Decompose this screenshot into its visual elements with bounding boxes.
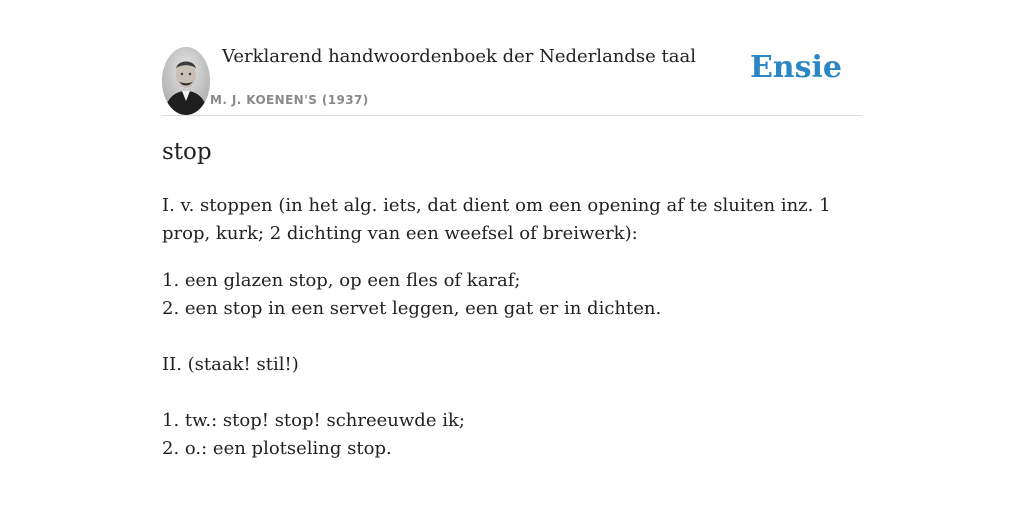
- ensie-logo-link[interactable]: Ensie: [749, 50, 842, 85]
- list-item: 1. tw.: stop! stop! schreeuwde ik;: [162, 410, 465, 431]
- page: [162, 0, 862, 459]
- dictionary-title[interactable]: Verklarend handwoordenboek der Nederlandse taal: [222, 46, 696, 67]
- entry-body: [162, 192, 862, 463]
- entry-second-sense: II. (staak! stil!): [162, 354, 299, 375]
- author-portrait-icon: [162, 47, 210, 115]
- list-item: 2. o.: een plotseling stop.: [162, 438, 392, 459]
- list-item: 2. een stop in een servet leggen, een gat er in dichten.: [162, 298, 662, 319]
- list-item: 1. een glazen stop, op een fles of karaf;: [162, 270, 521, 291]
- header: [162, 0, 862, 116]
- entry-headword: stop: [162, 139, 212, 165]
- entry-intro: I. v. stoppen (in het alg. iets, dat dient om een opening af te sluiten inz. 1 prop, kurk; 2 dichting van een weefsel of breiwerk):: [162, 195, 831, 244]
- author-byline: M. J. KOENEN'S (1937): [210, 93, 369, 107]
